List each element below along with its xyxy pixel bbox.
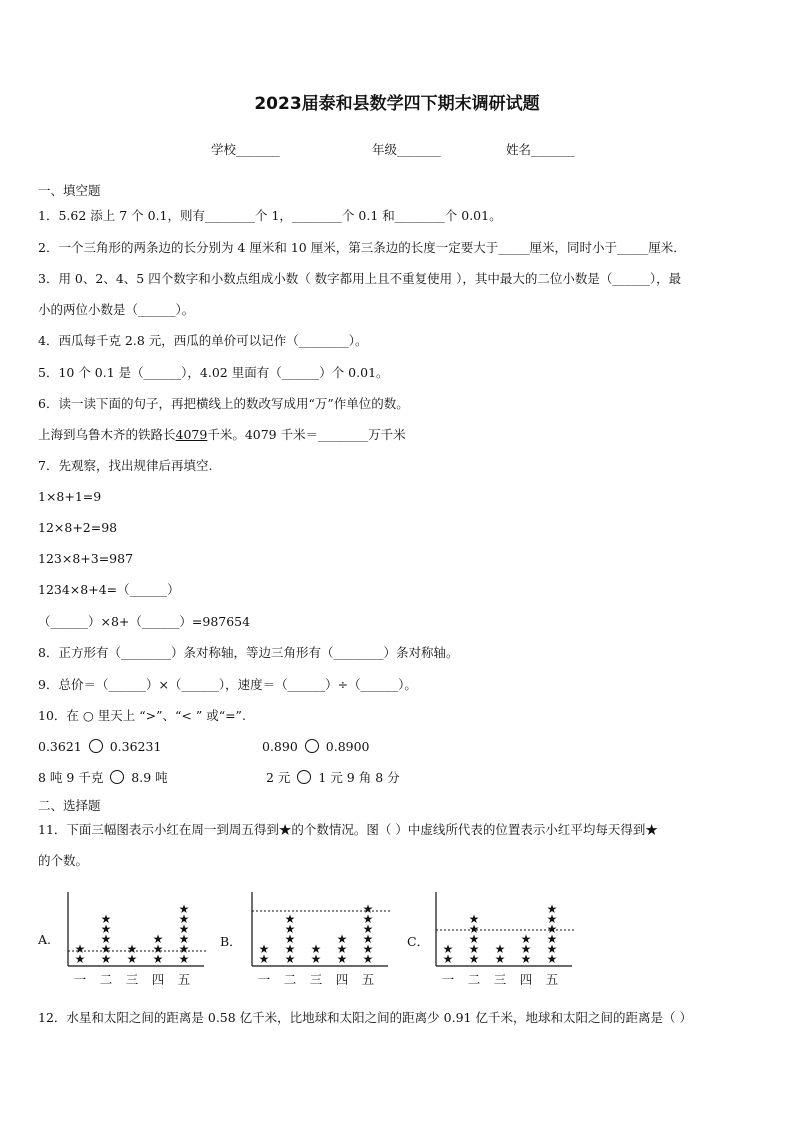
star-mark: ★ xyxy=(546,902,558,916)
question-6-line-1: 6．读一读下面的句子，再把横线上的数改写成用“万”作单位的数。 xyxy=(38,396,409,411)
compare-circle-3[interactable] xyxy=(110,770,124,784)
star-chart-a xyxy=(66,886,216,1000)
star-mark: ★ xyxy=(468,932,480,946)
option-c-label[interactable]: C． xyxy=(407,934,430,949)
day-label-5: 五 xyxy=(177,972,191,987)
compare-row-1-right xyxy=(262,739,370,755)
star-mark: ★ xyxy=(362,942,374,956)
page-title: 2023届泰和县数学四下期末调研试题 xyxy=(254,94,540,114)
star-mark: ★ xyxy=(468,942,480,956)
star-mark: ★ xyxy=(178,902,190,916)
star-mark: ★ xyxy=(100,942,112,956)
star-mark: ★ xyxy=(546,912,558,926)
pattern-line-1: 1×8+1=9 xyxy=(38,489,102,504)
star-mark: ★ xyxy=(520,942,532,956)
question-3-line-1: 3．用 0、2、4、5 四个数字和小数点组成小数（ 数字都用上且不重复使用 ），其中最大的二位小数是（______），最 xyxy=(38,271,682,286)
question-12: 12．水星和太阳之间的距离是 0.58 亿千米，比地球和太阳之间的距离少 0.91 亿千米，地球和太阳之间的距离是（ ） xyxy=(38,1010,692,1025)
star-mark: ★ xyxy=(362,922,374,936)
star-mark: ★ xyxy=(362,952,374,966)
day-label-2: 二 xyxy=(467,972,481,987)
day-label-3: 三 xyxy=(125,972,139,987)
day-label-3: 三 xyxy=(309,972,323,987)
star-mark: ★ xyxy=(178,952,190,966)
star-chart-b-svg xyxy=(250,886,400,996)
compare-1-left-value: 0.3621 xyxy=(38,739,82,754)
star-chart-b xyxy=(250,886,400,1000)
day-label-2: 二 xyxy=(99,972,113,987)
star-mark: ★ xyxy=(126,942,138,956)
star-mark: ★ xyxy=(336,932,348,946)
compare-circle-1[interactable] xyxy=(89,739,103,753)
star-mark: ★ xyxy=(100,912,112,926)
star-mark: ★ xyxy=(442,942,454,956)
star-mark: ★ xyxy=(100,932,112,946)
question-1: 1．5.62 添上 7 个 0.1，则有________个 1，________个 0.1 和________个 0.01。 xyxy=(38,208,502,223)
star-mark: ★ xyxy=(100,922,112,936)
star-mark: ★ xyxy=(178,932,190,946)
star-mark: ★ xyxy=(152,932,164,946)
question-10: 10．在 ○ 里天上 “>”、“< ” 或“=”. xyxy=(38,708,246,723)
name-field: 姓名_______ xyxy=(506,142,575,157)
star-mark: ★ xyxy=(520,952,532,966)
day-label-1: 一 xyxy=(441,972,455,987)
compare-circle-4[interactable] xyxy=(297,770,311,784)
star-mark: ★ xyxy=(152,952,164,966)
compare-2-left-value: 0.890 xyxy=(262,739,298,754)
star-mark: ★ xyxy=(100,952,112,966)
section-fill-heading: 一、填空题 xyxy=(38,183,101,198)
question-6-underlined-number: 4079 xyxy=(175,427,208,442)
star-mark: ★ xyxy=(468,912,480,926)
star-mark: ★ xyxy=(74,942,86,956)
grade-field: 年级_______ xyxy=(372,142,441,157)
star-mark: ★ xyxy=(494,952,506,966)
day-label-5: 五 xyxy=(361,972,375,987)
star-mark: ★ xyxy=(258,952,270,966)
question-11-line-2: 的个数。 xyxy=(38,853,89,868)
star-mark: ★ xyxy=(468,952,480,966)
day-label-4: 四 xyxy=(335,972,349,987)
star-mark: ★ xyxy=(178,942,190,956)
star-mark: ★ xyxy=(336,942,348,956)
compare-1-right-value: 0.36231 xyxy=(109,739,162,754)
star-mark: ★ xyxy=(546,922,558,936)
option-a-label[interactable]: A. xyxy=(38,932,52,947)
pattern-line-3: 123×8+3=987 xyxy=(38,551,134,566)
star-mark: ★ xyxy=(520,932,532,946)
star-mark: ★ xyxy=(284,922,296,936)
option-b-label[interactable]: B． xyxy=(220,934,242,949)
compare-3-left-value: 8 吨 9 千克 xyxy=(38,770,104,785)
star-mark: ★ xyxy=(310,942,322,956)
day-label-4: 四 xyxy=(151,972,165,987)
star-chart-a-svg xyxy=(66,886,216,996)
compare-circle-2[interactable] xyxy=(305,739,319,753)
day-label-2: 二 xyxy=(283,972,297,987)
day-label-1: 一 xyxy=(73,972,87,987)
star-mark: ★ xyxy=(310,952,322,966)
question-6-line-2 xyxy=(38,427,406,443)
star-mark: ★ xyxy=(284,912,296,926)
star-mark: ★ xyxy=(546,942,558,956)
compare-row-2-left xyxy=(38,770,168,786)
question-6-prefix: 上海到乌鲁木齐的铁路长 xyxy=(38,427,176,442)
question-11-line-1: 11．下面三幅图表示小红在周一到周五得到★的个数情况。图（ ）中虚线所代表的位置表示小红平均每天得到★ xyxy=(38,822,658,837)
question-3-line-2: 小的两位小数是（______）。 xyxy=(38,302,195,317)
compare-4-left-value: 2 元 xyxy=(266,770,291,785)
compare-row-1-left xyxy=(38,739,161,755)
compare-4-right-value: 1 元 9 角 8 分 xyxy=(318,770,400,785)
star-mark: ★ xyxy=(178,912,190,926)
star-mark: ★ xyxy=(468,922,480,936)
question-6-suffix: 千米。4079 千米＝________万千米 xyxy=(207,427,406,442)
question-5: 5．10 个 0.1 是（______），4.02 里面有（______）个 0.01。 xyxy=(38,365,389,380)
question-4: 4．西瓜每千克 2.8 元，西瓜的单价可以记作（________）。 xyxy=(38,333,368,348)
question-2: 2．一个三角形的两条边的长分别为 4 厘米和 10 厘米，第三条边的长度一定要大于_____厘米，同时小于_____厘米． xyxy=(38,240,686,255)
question-7: 7．先观察，找出规律后再填空. xyxy=(38,458,213,473)
question-8: 8．正方形有（________）条对称轴，等边三角形有（________）条对称轴。 xyxy=(38,645,459,660)
star-mark: ★ xyxy=(258,942,270,956)
star-chart-c-svg xyxy=(434,886,584,996)
star-mark: ★ xyxy=(546,932,558,946)
star-mark: ★ xyxy=(362,902,374,916)
compare-3-right-value: 8.9 吨 xyxy=(131,770,168,785)
star-chart-c xyxy=(434,886,584,1000)
star-mark: ★ xyxy=(152,942,164,956)
pattern-line-2: 12×8+2=98 xyxy=(38,520,118,535)
day-label-1: 一 xyxy=(257,972,271,987)
day-label-4: 四 xyxy=(519,972,533,987)
pattern-line-5: （______）×8+（______）=987654 xyxy=(38,614,251,629)
school-field: 学校_______ xyxy=(211,142,280,157)
star-mark: ★ xyxy=(284,952,296,966)
star-mark: ★ xyxy=(362,912,374,926)
star-mark: ★ xyxy=(336,952,348,966)
day-label-5: 五 xyxy=(545,972,559,987)
star-mark: ★ xyxy=(442,952,454,966)
question-9: 9．总价＝（______）×（______），速度＝（______）÷（______）。 xyxy=(38,677,417,692)
star-mark: ★ xyxy=(126,952,138,966)
star-mark: ★ xyxy=(178,922,190,936)
star-mark: ★ xyxy=(284,932,296,946)
compare-2-right-value: 0.8900 xyxy=(325,739,370,754)
star-mark: ★ xyxy=(362,932,374,946)
star-mark: ★ xyxy=(74,952,86,966)
pattern-line-4: 1234×8+4=（______） xyxy=(38,582,180,597)
section-choice-heading: 二、选择题 xyxy=(38,798,101,813)
star-mark: ★ xyxy=(546,952,558,966)
day-label-3: 三 xyxy=(493,972,507,987)
star-mark: ★ xyxy=(284,942,296,956)
star-mark: ★ xyxy=(494,942,506,956)
compare-row-2-right xyxy=(266,770,400,786)
